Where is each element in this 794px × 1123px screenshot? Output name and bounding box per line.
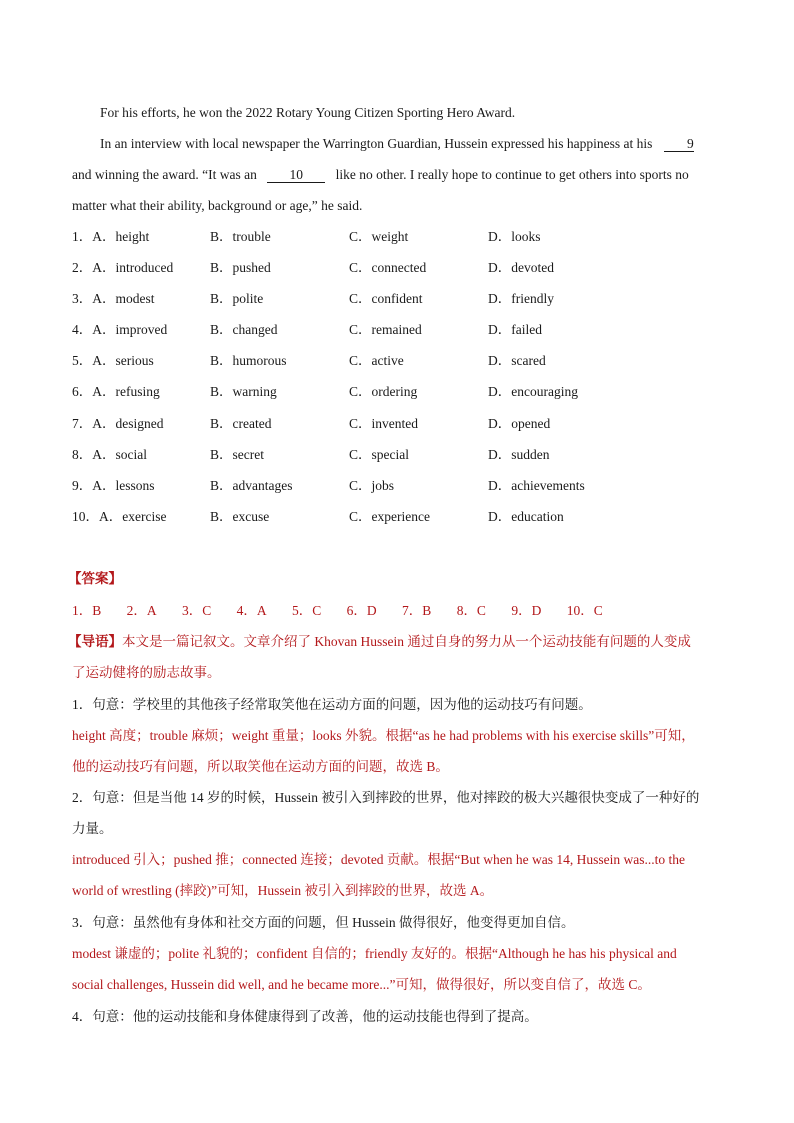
option-row bbox=[72, 415, 722, 433]
guide-text: 本文是一篇记叙文。文章介绍了 Khovan Hussein 通过自身的努力从一个运动技能有问题的人变成 bbox=[122, 634, 691, 649]
option-d: D．friendly bbox=[488, 291, 554, 306]
option-row bbox=[72, 290, 722, 308]
passage-line-3-post: like no other. I really hope to continue to get others into sports no bbox=[335, 167, 689, 182]
question-number: 8．A． bbox=[72, 447, 116, 462]
q1-explanation-1: height 高度；trouble 麻烦；weight 重量；looks 外貌。根据“as he had problems with his exercise skills”可知， bbox=[72, 728, 695, 743]
q3-meaning: 3．句意：虽然他有身体和社交方面的问题，但 Hussein 做得很好，他变得更加自信。 bbox=[72, 915, 575, 930]
option-a-text: exercise bbox=[122, 509, 167, 524]
option-d: D．failed bbox=[488, 322, 542, 337]
answer-key: 9．D bbox=[511, 603, 542, 618]
option-row bbox=[72, 383, 722, 401]
option-a bbox=[72, 383, 160, 401]
option-a-text: introduced bbox=[115, 260, 174, 275]
option-a bbox=[72, 446, 147, 464]
answer-heading: 【答案】 bbox=[68, 571, 122, 586]
option-d: D．education bbox=[488, 509, 564, 524]
q1-meaning: 1．句意：学校里的其他孩子经常取笑他在运动方面的问题，因为他的运动技巧有问题。 bbox=[72, 697, 592, 712]
option-b: B．advantages bbox=[210, 478, 293, 493]
answer-key: 4．A bbox=[236, 603, 267, 618]
option-a-text: designed bbox=[115, 416, 164, 431]
option-b: B．created bbox=[210, 416, 272, 431]
option-a-text: lessons bbox=[115, 478, 155, 493]
answer-key: 2．A bbox=[126, 603, 157, 618]
option-row bbox=[72, 259, 722, 277]
q4-meaning: 4．句意：他的运动技能和身体健康得到了改善，他的运动技能也得到了提高。 bbox=[72, 1009, 538, 1024]
option-d: D．encouraging bbox=[488, 384, 578, 399]
option-c: C．connected bbox=[349, 260, 427, 275]
q1-explanation-2: 他的运动技巧有问题，所以取笑他在运动方面的问题，故选 B。 bbox=[72, 759, 449, 774]
option-row bbox=[72, 508, 722, 526]
option-d: D．scared bbox=[488, 353, 546, 368]
q3-explanation-1: modest 谦虚的；polite 礼貌的；confident 自信的；friendly 友好的。根据“Although he has his physical and bbox=[72, 946, 677, 961]
q2-meaning-1: 2．句意：但是当他 14 岁的时候，Hussein 被引入到摔跤的世界，他对摔跤的极大兴趣很快变成了一种好的 bbox=[72, 790, 700, 805]
blank-9: 9 bbox=[664, 136, 694, 152]
passage-line-2 bbox=[100, 135, 694, 153]
blank-10: 10 bbox=[267, 167, 325, 183]
option-b: B．humorous bbox=[210, 353, 287, 368]
passage-line-2-text: In an interview with local newspaper the Warrington Guardian, Hussein expressed his happiness at his bbox=[100, 136, 653, 151]
q2-explanation-1: introduced 引入；pushed 推；connected 连接；devoted 贡献。根据“But when he was 14, Hussein was...to the bbox=[72, 852, 686, 867]
option-c: C．active bbox=[349, 353, 404, 368]
option-b: B．secret bbox=[210, 447, 264, 462]
option-row bbox=[72, 321, 722, 339]
option-b: B．warning bbox=[210, 384, 277, 399]
option-b: B．excuse bbox=[210, 509, 270, 524]
option-c: C．jobs bbox=[349, 478, 395, 493]
option-d: D．looks bbox=[488, 229, 541, 244]
answer-key: 10．C bbox=[566, 603, 603, 618]
guide-line-1 bbox=[68, 633, 691, 651]
option-c: C．invented bbox=[349, 416, 418, 431]
option-a bbox=[72, 415, 164, 433]
answer-key: 1．B bbox=[72, 603, 102, 618]
option-d: D．devoted bbox=[488, 260, 554, 275]
guide-line-2: 了运动健将的励志故事。 bbox=[72, 665, 221, 680]
option-a bbox=[72, 259, 173, 277]
option-c: C．confident bbox=[349, 291, 423, 306]
q2-meaning-2: 力量。 bbox=[72, 821, 113, 836]
question-number: 6．A． bbox=[72, 384, 116, 399]
option-a bbox=[72, 352, 154, 370]
option-c: C．remained bbox=[349, 322, 422, 337]
q3-explanation-2: social challenges, Hussein did well, and he became more...”可知，做得很好，所以变自信了，故选 C。 bbox=[72, 977, 651, 992]
option-d: D．sudden bbox=[488, 447, 550, 462]
option-a-text: improved bbox=[115, 322, 168, 337]
option-a-text: social bbox=[115, 447, 147, 462]
answer-keys bbox=[72, 602, 625, 620]
question-number: 7．A． bbox=[72, 416, 116, 431]
option-d: D．achievements bbox=[488, 478, 585, 493]
option-row bbox=[72, 446, 722, 464]
question-number: 3．A． bbox=[72, 291, 116, 306]
option-b: B．trouble bbox=[210, 229, 271, 244]
option-a bbox=[72, 228, 149, 246]
answer-key: 7．B bbox=[402, 603, 432, 618]
answer-key: 3．C bbox=[182, 603, 212, 618]
option-a-text: serious bbox=[115, 353, 154, 368]
option-c: C．weight bbox=[349, 229, 409, 244]
question-number: 2．A． bbox=[72, 260, 116, 275]
question-number: 5．A． bbox=[72, 353, 116, 368]
option-b: B．polite bbox=[210, 291, 264, 306]
passage-line-1: For his efforts, he won the 2022 Rotary Young Citizen Sporting Hero Award. bbox=[100, 105, 516, 120]
passage-line-3 bbox=[72, 166, 689, 184]
question-number: 10．A． bbox=[72, 509, 123, 524]
option-a-text: modest bbox=[115, 291, 155, 306]
option-a-text: refusing bbox=[115, 384, 160, 399]
option-d: D．opened bbox=[488, 416, 551, 431]
option-row bbox=[72, 352, 722, 370]
option-row bbox=[72, 228, 722, 246]
question-number: 1．A． bbox=[72, 229, 116, 244]
q2-explanation-2: world of wrestling (摔跤)”可知，Hussein 被引入到摔跤的世界，故选 A。 bbox=[72, 883, 494, 898]
option-b: B．pushed bbox=[210, 260, 271, 275]
option-a-text: height bbox=[115, 229, 150, 244]
passage-line-4: matter what their ability, background or age,” he said. bbox=[72, 198, 363, 213]
option-a bbox=[72, 477, 155, 495]
option-c: C．special bbox=[349, 447, 409, 462]
option-a bbox=[72, 290, 155, 308]
passage-line-3-pre: and winning the award. “It was an bbox=[72, 167, 257, 182]
question-number: 4．A． bbox=[72, 322, 116, 337]
answer-key: 5．C bbox=[292, 603, 322, 618]
option-b: B．changed bbox=[210, 322, 278, 337]
answer-key: 6．D bbox=[346, 603, 377, 618]
option-a bbox=[72, 321, 167, 339]
option-c: C．ordering bbox=[349, 384, 418, 399]
option-a bbox=[72, 508, 166, 526]
answer-key: 8．C bbox=[456, 603, 486, 618]
guide-heading: 【导语】 bbox=[68, 634, 122, 649]
question-number: 9．A． bbox=[72, 478, 116, 493]
option-c: C．experience bbox=[349, 509, 430, 524]
option-row bbox=[72, 477, 722, 495]
